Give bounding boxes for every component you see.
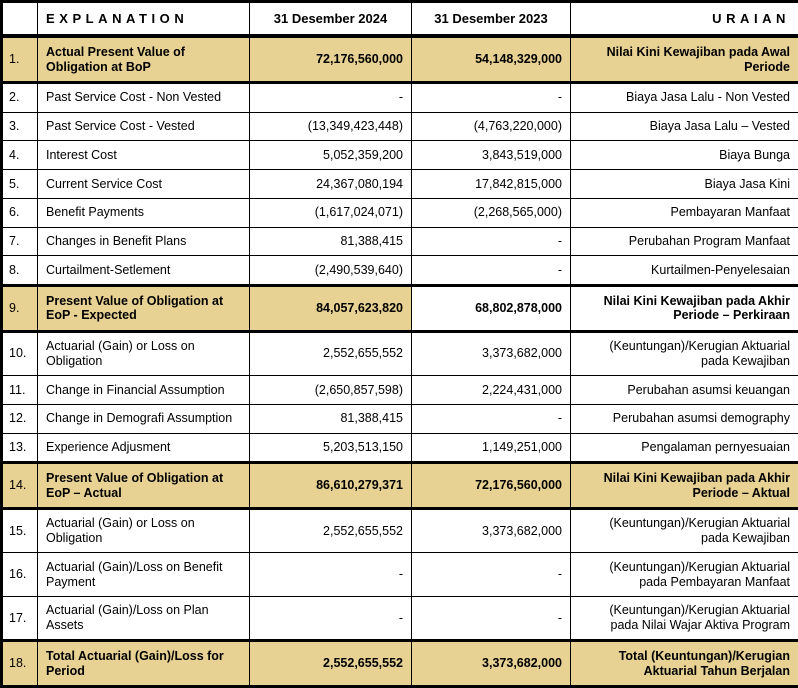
row-number-cell: 14. bbox=[2, 463, 38, 509]
uraian-cell: (Keuntungan)/Kerugian Aktuarial pada Nilai Wajar Aktiva Program bbox=[571, 596, 798, 641]
value-2023-cell: 3,373,682,000 bbox=[412, 641, 571, 687]
value-2023-cell: 3,373,682,000 bbox=[412, 508, 571, 553]
explanation-cell: Actuarial (Gain) or Loss on Obligation bbox=[38, 508, 250, 553]
explanation-cell: Past Service Cost - Vested bbox=[38, 112, 250, 141]
uraian-cell: Pembayaran Manfaat bbox=[571, 198, 798, 227]
row-number-cell: 11. bbox=[2, 376, 38, 405]
table-row bbox=[2, 463, 798, 509]
table-row bbox=[2, 596, 798, 641]
value-2024-cell: 2,552,655,552 bbox=[250, 331, 412, 376]
row-number-cell: 10. bbox=[2, 331, 38, 376]
explanation-cell: Interest Cost bbox=[38, 141, 250, 170]
explanation-cell: Past Service Cost - Non Vested bbox=[38, 82, 250, 112]
explanation-cell: Experience Adjusment bbox=[38, 433, 250, 463]
table-header bbox=[2, 2, 798, 37]
value-2023-cell: - bbox=[412, 256, 571, 286]
header-uraian: URAIAN bbox=[571, 2, 798, 37]
header-row-number bbox=[2, 2, 38, 37]
row-number-cell: 9. bbox=[2, 286, 38, 332]
uraian-cell: Total (Keuntungan)/Kerugian Aktuarial Tahun Berjalan bbox=[571, 641, 798, 687]
explanation-cell: Present Value of Obligation at EoP – Actual bbox=[38, 463, 250, 509]
row-number-cell: 1. bbox=[2, 36, 38, 82]
uraian-cell: (Keuntungan)/Kerugian Aktuarial pada Kewajiban bbox=[571, 331, 798, 376]
value-2024-cell: 81,388,415 bbox=[250, 227, 412, 256]
table-row bbox=[2, 508, 798, 553]
explanation-cell: Benefit Payments bbox=[38, 198, 250, 227]
table-body bbox=[2, 36, 798, 686]
explanation-cell: Actual Present Value of Obligation at BoP bbox=[38, 36, 250, 82]
explanation-cell: Changes in Benefit Plans bbox=[38, 227, 250, 256]
value-2024-cell: 72,176,560,000 bbox=[250, 36, 412, 82]
value-2023-cell: 2,224,431,000 bbox=[412, 376, 571, 405]
explanation-cell: Current Service Cost bbox=[38, 170, 250, 199]
table-row bbox=[2, 433, 798, 463]
value-2024-cell: (2,650,857,598) bbox=[250, 376, 412, 405]
table-row bbox=[2, 553, 798, 597]
value-2023-cell: 17,842,815,000 bbox=[412, 170, 571, 199]
uraian-cell: (Keuntungan)/Kerugian Aktuarial pada Kewajiban bbox=[571, 508, 798, 553]
explanation-cell: Change in Financial Assumption bbox=[38, 376, 250, 405]
table-row bbox=[2, 82, 798, 112]
uraian-cell: Perubahan asumsi demography bbox=[571, 404, 798, 433]
value-2023-cell: 72,176,560,000 bbox=[412, 463, 571, 509]
value-2024-cell: (13,349,423,448) bbox=[250, 112, 412, 141]
header-31-desember-2024: 31 Desember 2024 bbox=[250, 2, 412, 37]
table-row bbox=[2, 141, 798, 170]
row-number-cell: 7. bbox=[2, 227, 38, 256]
table-row bbox=[2, 170, 798, 199]
uraian-cell: Kurtailmen-Penyelesaian bbox=[571, 256, 798, 286]
explanation-cell: Actuarial (Gain) or Loss on Obligation bbox=[38, 331, 250, 376]
value-2024-cell: 24,367,080,194 bbox=[250, 170, 412, 199]
value-2023-cell: 1,149,251,000 bbox=[412, 433, 571, 463]
value-2024-cell: 81,388,415 bbox=[250, 404, 412, 433]
header-explanation: EXPLANATION bbox=[38, 2, 250, 37]
uraian-cell: Nilai Kini Kewajiban pada Awal Periode bbox=[571, 36, 798, 82]
value-2023-cell: - bbox=[412, 82, 571, 112]
value-2024-cell: 5,203,513,150 bbox=[250, 433, 412, 463]
uraian-cell: Nilai Kini Kewajiban pada Akhir Periode – Perkiraan bbox=[571, 286, 798, 332]
explanation-cell: Change in Demografi Assumption bbox=[38, 404, 250, 433]
uraian-cell: Perubahan asumsi keuangan bbox=[571, 376, 798, 405]
value-2023-cell: - bbox=[412, 553, 571, 597]
value-2024-cell: 86,610,279,371 bbox=[250, 463, 412, 509]
table-row bbox=[2, 227, 798, 256]
value-2024-cell: (2,490,539,640) bbox=[250, 256, 412, 286]
explanation-cell: Curtailment-Setlement bbox=[38, 256, 250, 286]
uraian-cell: Biaya Bunga bbox=[571, 141, 798, 170]
explanation-cell: Actuarial (Gain)/Loss on Plan Assets bbox=[38, 596, 250, 641]
uraian-cell: Pengalaman pernyesuaian bbox=[571, 433, 798, 463]
value-2023-cell: - bbox=[412, 596, 571, 641]
table-row bbox=[2, 198, 798, 227]
table-row bbox=[2, 376, 798, 405]
value-2024-cell: - bbox=[250, 553, 412, 597]
row-number-cell: 16. bbox=[2, 553, 38, 597]
value-2023-cell: 3,373,682,000 bbox=[412, 331, 571, 376]
table-row bbox=[2, 256, 798, 286]
table-row bbox=[2, 641, 798, 687]
uraian-cell: Biaya Jasa Lalu – Vested bbox=[571, 112, 798, 141]
value-2024-cell: - bbox=[250, 596, 412, 641]
value-2024-cell: 5,052,359,200 bbox=[250, 141, 412, 170]
table-row bbox=[2, 286, 798, 332]
value-2023-cell: (4,763,220,000) bbox=[412, 112, 571, 141]
uraian-cell: (Keuntungan)/Kerugian Aktuarial pada Pembayaran Manfaat bbox=[571, 553, 798, 597]
value-2023-cell: 54,148,329,000 bbox=[412, 36, 571, 82]
value-2023-cell: 68,802,878,000 bbox=[412, 286, 571, 332]
row-number-cell: 6. bbox=[2, 198, 38, 227]
row-number-cell: 13. bbox=[2, 433, 38, 463]
table-row bbox=[2, 36, 798, 82]
uraian-cell: Perubahan Program Manfaat bbox=[571, 227, 798, 256]
row-number-cell: 17. bbox=[2, 596, 38, 641]
table-row bbox=[2, 331, 798, 376]
header-31-desember-2023: 31 Desember 2023 bbox=[412, 2, 571, 37]
value-2024-cell: 84,057,623,820 bbox=[250, 286, 412, 332]
row-number-cell: 15. bbox=[2, 508, 38, 553]
row-number-cell: 5. bbox=[2, 170, 38, 199]
table-row bbox=[2, 404, 798, 433]
uraian-cell: Nilai Kini Kewajiban pada Akhir Periode – Aktual bbox=[571, 463, 798, 509]
row-number-cell: 12. bbox=[2, 404, 38, 433]
value-2023-cell: (2,268,565,000) bbox=[412, 198, 571, 227]
explanation-cell: Actuarial (Gain)/Loss on Benefit Payment bbox=[38, 553, 250, 597]
uraian-cell: Biaya Jasa Kini bbox=[571, 170, 798, 199]
row-number-cell: 18. bbox=[2, 641, 38, 687]
value-2024-cell: - bbox=[250, 82, 412, 112]
value-2023-cell: 3,843,519,000 bbox=[412, 141, 571, 170]
value-2023-cell: - bbox=[412, 404, 571, 433]
value-2024-cell: (1,617,024,071) bbox=[250, 198, 412, 227]
explanation-cell: Total Actuarial (Gain)/Loss for Period bbox=[38, 641, 250, 687]
value-2024-cell: 2,552,655,552 bbox=[250, 641, 412, 687]
table-row bbox=[2, 112, 798, 141]
value-2024-cell: 2,552,655,552 bbox=[250, 508, 412, 553]
uraian-cell: Biaya Jasa Lalu - Non Vested bbox=[571, 82, 798, 112]
row-number-cell: 2. bbox=[2, 82, 38, 112]
row-number-cell: 8. bbox=[2, 256, 38, 286]
header-row bbox=[2, 2, 798, 37]
value-2023-cell: - bbox=[412, 227, 571, 256]
row-number-cell: 4. bbox=[2, 141, 38, 170]
explanation-cell: Present Value of Obligation at EoP - Expected bbox=[38, 286, 250, 332]
row-number-cell: 3. bbox=[2, 112, 38, 141]
